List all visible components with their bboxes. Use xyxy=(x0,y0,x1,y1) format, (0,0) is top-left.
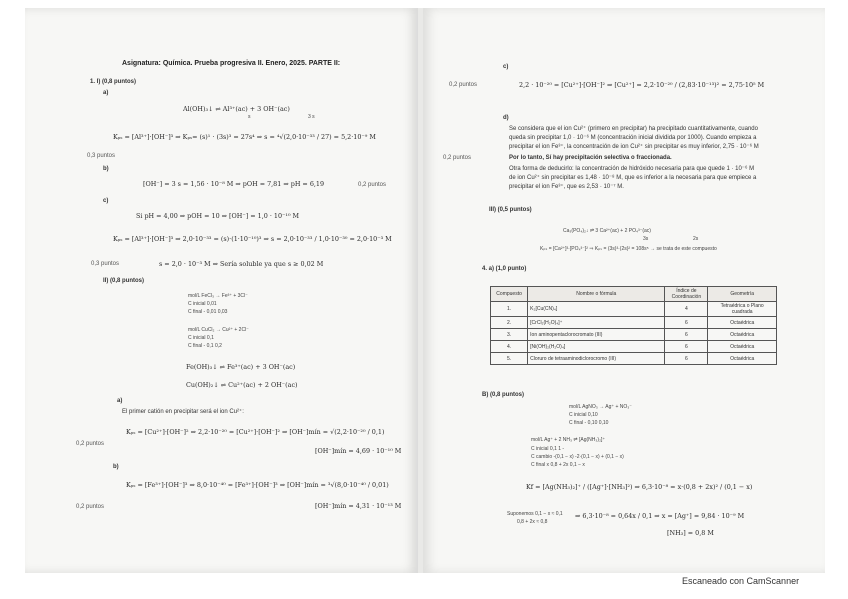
coordination-compounds-table xyxy=(490,286,777,365)
table-cell: Octaédrica xyxy=(708,341,777,353)
scanned-document xyxy=(25,8,825,573)
agno3-table-header: mol/L AgNO₃ → Ag⁺ + NO₃⁻ xyxy=(569,404,632,410)
table-row xyxy=(491,317,777,329)
fecl3-table-header: mol/L FeCl₃ → Fe³⁺ + 3Cl⁻ xyxy=(188,293,248,299)
cucl2-table-header: mol/L CuCl₂ → Cu²⁺ + 2Cl⁻ xyxy=(188,327,249,333)
table-cell: 6 xyxy=(665,329,708,341)
solubility-conclusion: s = 2,0 · 10⁻³ M ⇒ Sería soluble ya que s ≥ 0,02 M xyxy=(159,260,324,268)
question-4b-title: B) (0,8 puntos) xyxy=(482,392,524,398)
ph-condition: Si pH = 4,00 ⇒ pOH = 10 ⇒ [OH⁻] = 1,0 · 10⁻¹⁰ M xyxy=(136,212,300,220)
calcium-phosphate-eq: Ca₃(PO₄)₂↓ ⇌ 3 Ca²⁺(ac) + 2 PO₄³⁻(ac) xyxy=(563,228,651,234)
fe-equilibrium: Fe(OH)₃↓ ⇌ Fe³⁺(ac) + 3 OH⁻(ac) xyxy=(186,363,296,371)
table-cell: Octaédrica xyxy=(708,317,777,329)
ksp-expression: Kₚₛ = [Al³⁺]·[OH⁻]³ ⇒ Kₚₛ= (s)¹ · (3s)³ = 27s⁴ ⇒ s = ⁴√(2,0·10⁻³³ / 27) = 5,2·10⁻⁹ M xyxy=(113,133,376,141)
table-row xyxy=(491,353,777,365)
first-cation-text: El primer catión en precipitar será el ion Cu²⁺: xyxy=(122,409,244,415)
table-cell: 2. xyxy=(491,317,528,329)
table-header-row xyxy=(491,287,777,302)
ag-concentration-result: ⇒ 6,3·10⁻⁸ = 0,64x / 0,1 ⇒ x = [Ag⁺] = 9,84 · 10⁻⁹ M xyxy=(575,512,745,520)
table-cell: 5. xyxy=(491,353,528,365)
3s-label: 3 s xyxy=(308,114,315,120)
question-1-title: 1. I) (0,8 puntos) xyxy=(90,79,137,85)
explanation-line-2: queda sin precipitar 1,0 · 10⁻⁶ M (concentración inicial dividida por 1000). Cuando empieza a xyxy=(509,135,757,141)
left-page xyxy=(25,8,418,573)
explanation-line-1: Se considera que el ion Cu²⁺ (primero en precipitar) ha precipitado cuantitativamente, cuando xyxy=(509,126,758,132)
oh-min-cu: [OH⁻]mín = 4,69 · 10⁻¹⁰ M xyxy=(315,447,402,455)
points-label: 0,2 puntos xyxy=(76,504,105,510)
table-cell: Octaédrica xyxy=(708,329,777,341)
part-d-label: d) xyxy=(503,115,509,121)
table-cell: 4. xyxy=(491,341,528,353)
table-cell: 1. xyxy=(491,302,528,317)
table-cell: Ion aminopentaclorocromato (III) xyxy=(528,329,665,341)
question-4a-title: 4. a) (1,0 punto) xyxy=(482,266,527,272)
equilibrium-eq: Al(OH)₃↓ ⇌ Al³⁺(ac) + 3 OH⁻(ac) xyxy=(183,105,290,113)
table-cell: [CrCl₂(H₂O)₄]⁺ xyxy=(528,317,665,329)
complex-change: C cambio -(0,1 − x) -2·(0,1 − x) + (0,1 − x) xyxy=(531,454,624,460)
table-cell: 3. xyxy=(491,329,528,341)
part-b-label: b) xyxy=(113,464,119,470)
points-label: 0,2 puntos xyxy=(358,182,387,188)
cu-equilibrium: Cu(OH)₂↓ ⇌ Cu²⁺(ac) + 2 OH⁻(ac) xyxy=(186,381,298,389)
table-row xyxy=(491,302,777,317)
fecl3-initial: C inicial 0,01 xyxy=(188,301,217,307)
table-cell: 4 xyxy=(665,302,708,317)
points-label: 0,3 puntos xyxy=(91,261,120,267)
scanner-watermark: Escaneado con CamScanner xyxy=(682,576,800,586)
cucl2-initial: C inicial 0,1 xyxy=(188,335,214,341)
fecl3-final: C final - 0,01 0,03 xyxy=(188,309,228,315)
explanation-line-7: precipitar el ion Fe³⁺, que es 2,53 · 10⁻⁷ M. xyxy=(509,184,624,190)
table-cell: [Ni(OH)₂(H₂O)₄] xyxy=(528,341,665,353)
complex-final: C final x 0,8 + 2x 0,1 − x xyxy=(531,462,585,468)
table-cell: Octaédrica xyxy=(708,353,777,365)
part-b-label: b) xyxy=(103,166,109,172)
part-a-label: a) xyxy=(117,398,123,404)
table-cell: Tetraédrica o Plano cuadrada xyxy=(708,302,777,317)
points-label: 0,3 puntos xyxy=(87,153,116,159)
points-label: 0,2 puntos xyxy=(76,441,105,447)
table-cell: 6 xyxy=(665,317,708,329)
column-header: Índice de Coordinación xyxy=(665,287,708,302)
explanation-line-5: Otra forma de deducirlo: la concentración de hidróxido necesaria para que quede 1 · 10⁻⁶ M xyxy=(509,166,755,172)
oh-min-fe: [OH⁻]mín = 4,31 · 10⁻¹³ M xyxy=(315,502,402,510)
solubility-calculation: Kₚₛ = [Al³⁺]·[OH⁻]³ ⇒ 2,0·10⁻³³ = (s)·(1·10⁻¹⁰)³ ⇒ s = 2,0·10⁻³³ / 1,0·10⁻³⁰ = 2,0·10⁻³ M xyxy=(113,235,392,243)
table-row xyxy=(491,341,777,353)
explanation-line-3: precipitar el ion Fe³⁺, la concentración de ion Cu²⁺ sin precipitar es muy inferior, 2,75 · 10⁻⁶ M xyxy=(509,144,759,150)
table-cell: K₂[Cu(CN)₄] xyxy=(528,302,665,317)
s-label: s xyxy=(248,114,251,120)
calcium-phosphate-ksp: Kₚₛ = [Ca²⁺]³·[PO₄³⁻]² ⇒ Kₚₛ = (3s)³·(2s)² = 108s⁵ → se trata de este compuesto xyxy=(540,246,717,252)
assumption-1: Suponemos 0,1 − x ≈ 0,1 xyxy=(507,511,563,517)
part-c-label: c) xyxy=(103,198,109,204)
part-a-label: a) xyxy=(103,90,109,96)
table-cell: 6 xyxy=(665,341,708,353)
question-3-title: III) (0,5 puntos) xyxy=(489,207,532,213)
column-header: Nombre o fórmula xyxy=(528,287,665,302)
points-label: 0,2 puntos xyxy=(443,155,472,161)
explanation-line-6: de ion Cu²⁺ sin precipitar es 1,48 · 10⁻⁸ M, que es inferior a la necesaria para que empiece a xyxy=(509,175,757,181)
conclusion-line: Por lo tanto, Sí hay precipitación selectiva o fraccionada. xyxy=(509,155,672,161)
nh3-concentration-result: [NH₃] = 0,8 M xyxy=(667,529,714,537)
cucl2-final: C final - 0,1 0,2 xyxy=(188,343,222,349)
agno3-final: C final - 0,10 0,10 xyxy=(569,420,609,426)
column-header: Geometría xyxy=(708,287,777,302)
complex-table-header: mol/L Ag⁺ + 2 NH₃ ⇌ [Ag(NH₃)₂]⁺ xyxy=(531,437,606,443)
exam-header: Asignatura: Química. Prueba progresiva II. Enero, 2025. PARTE II: xyxy=(122,60,341,67)
agno3-initial: C inicial 0,10 xyxy=(569,412,598,418)
3s-label: 3s xyxy=(643,236,649,242)
question-2-title: II) (0,8 puntos) xyxy=(103,278,144,284)
ph-calculation: [OH⁻] = 3 s = 1,56 · 10⁻⁸ M ⇒ pOH = 7,81 ⇒ pH = 6,19 xyxy=(143,180,325,188)
table-row xyxy=(491,329,777,341)
right-page xyxy=(423,8,825,573)
kf-expression: Kf = [Ag(NH₃)₂]⁺ / ([Ag⁺]·[NH₃]²) ⇒ 6,3·10⁻⁸ = x·(0,8 + 2x)² / (0,1 − x) xyxy=(526,483,753,491)
table-cell: Cloruro de tetraaminodiclorocromo (III) xyxy=(528,353,665,365)
fe-ksp-calculation: Kₚₛ = [Fe³⁺]·[OH⁻]³ ⇒ 8,0·10⁻⁴⁰ = [Fe³⁺]·[OH⁻]³ ⇒ [OH⁻]mín = ³√(8,0·10⁻⁴⁰ / 0,01) xyxy=(126,481,389,489)
table-cell: 6 xyxy=(665,353,708,365)
2s-label: 2s xyxy=(693,236,699,242)
points-label: 0,2 puntos xyxy=(449,82,478,88)
assumption-2: 0,8 + 2x ≈ 0,8 xyxy=(517,519,548,525)
cu-ksp-calculation: Kₚₛ = [Cu²⁺]·[OH⁻]² ⇒ 2,2·10⁻²⁰ = [Cu²⁺]·[OH⁻]² ⇒ [OH⁻]mín = √(2,2·10⁻²⁰ / 0,1) xyxy=(126,428,385,436)
complex-initial: C inicial 0,1 1 - xyxy=(531,446,565,452)
column-header: Compuesto xyxy=(491,287,528,302)
part-c-label: c) xyxy=(503,64,509,70)
cu-concentration-calc: 2,2 · 10⁻²⁰ = [Cu²⁺]·[OH⁻]² ⇒ [Cu²⁺] = 2,2·10⁻²⁰ / (2,83·10⁻¹³)² = 2,75·10⁵ M xyxy=(519,81,765,89)
